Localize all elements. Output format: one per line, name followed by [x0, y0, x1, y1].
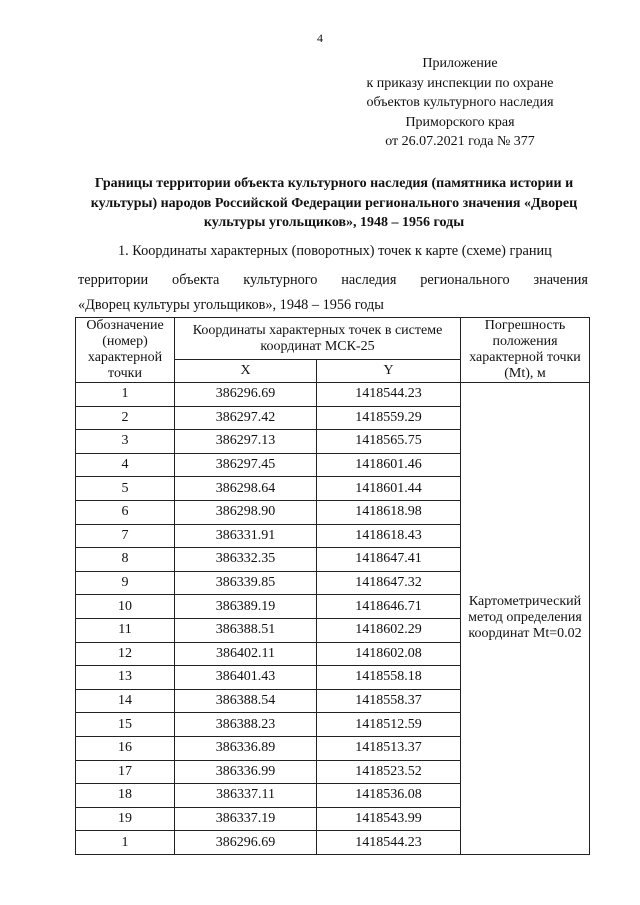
- point-number-cell: 4: [76, 453, 175, 477]
- point-number-cell: 14: [76, 689, 175, 713]
- point-number-cell: 19: [76, 807, 175, 831]
- x-coordinate-cell: 386296.69: [175, 831, 317, 855]
- x-coordinate-cell: 386337.19: [175, 807, 317, 831]
- y-coordinate-cell: 1418647.41: [317, 548, 461, 572]
- point-number-cell: 6: [76, 500, 175, 524]
- intro-word: объекта: [172, 272, 220, 288]
- intro-word: культурного: [243, 272, 318, 288]
- x-coordinate-cell: 386401.43: [175, 666, 317, 690]
- point-number-cell: 8: [76, 548, 175, 572]
- intro-line: «Дворец культуры угольщиков», 1948 – 1956 годы: [78, 297, 384, 313]
- x-coordinate-cell: 386336.99: [175, 760, 317, 784]
- coordinates-table: [75, 317, 590, 855]
- header-y: Y: [317, 360, 461, 383]
- header-coordinates: Координаты характерных точек в системе координат МСК-25: [175, 318, 461, 360]
- y-coordinate-cell: 1418618.43: [317, 524, 461, 548]
- x-coordinate-cell: 386336.89: [175, 736, 317, 760]
- y-coordinate-cell: 1418559.29: [317, 406, 461, 430]
- point-number-cell: 2: [76, 406, 175, 430]
- point-number-cell: 1: [76, 383, 175, 407]
- point-number-cell: 10: [76, 595, 175, 619]
- x-coordinate-cell: 386388.51: [175, 618, 317, 642]
- header-point-number: Обозначение (номер) характерной точки: [76, 318, 175, 383]
- point-number-cell: 9: [76, 571, 175, 595]
- document-title: Границы территории объекта культурного наследия (памятника истории и культуры) народов Российской Федерации регионального значения «Дворец культуры угольщиков», 1948 – 1956 годы: [90, 176, 578, 230]
- x-coordinate-cell: 386296.69: [175, 383, 317, 407]
- y-coordinate-cell: 1418618.98: [317, 500, 461, 524]
- method-cell: Картометрический метод определения координат Mt=0.02: [461, 383, 590, 855]
- page-number: 4: [317, 31, 323, 45]
- point-number-cell: 5: [76, 477, 175, 501]
- x-coordinate-cell: 386388.54: [175, 689, 317, 713]
- point-number-cell: 16: [76, 736, 175, 760]
- appendix-line: к приказу инспекции по охране: [366, 75, 554, 91]
- point-number-cell: 1: [76, 831, 175, 855]
- y-coordinate-cell: 1418543.99: [317, 807, 461, 831]
- appendix-line: Приложение: [422, 56, 498, 71]
- appendix-line: объектов культурного наследия: [366, 95, 554, 110]
- y-coordinate-cell: 1418523.52: [317, 760, 461, 784]
- x-coordinate-cell: 386389.19: [175, 595, 317, 619]
- y-coordinate-cell: 1418601.46: [317, 453, 461, 477]
- x-coordinate-cell: 386331.91: [175, 524, 317, 548]
- y-coordinate-cell: 1418647.32: [317, 571, 461, 595]
- y-coordinate-cell: 1418544.23: [317, 383, 461, 407]
- point-number-cell: 18: [76, 784, 175, 808]
- intro-line-justified: [78, 272, 588, 289]
- y-coordinate-cell: 1418565.75: [317, 430, 461, 454]
- x-coordinate-cell: 386297.45: [175, 453, 317, 477]
- y-coordinate-cell: 1418602.29: [317, 618, 461, 642]
- x-coordinate-cell: 386388.23: [175, 713, 317, 737]
- intro-line: 1. Координаты характерных (поворотных) точек к карте (схеме) границ: [118, 243, 552, 259]
- appendix-line: от 26.07.2021 года № 377: [385, 134, 535, 149]
- x-coordinate-cell: 386402.11: [175, 642, 317, 666]
- intro-word: наследия: [341, 272, 397, 288]
- y-coordinate-cell: 1418558.18: [317, 666, 461, 690]
- point-number-cell: 12: [76, 642, 175, 666]
- x-coordinate-cell: 386297.13: [175, 430, 317, 454]
- y-coordinate-cell: 1418558.37: [317, 689, 461, 713]
- y-coordinate-cell: 1418602.08: [317, 642, 461, 666]
- intro-word: значения: [533, 272, 588, 288]
- point-number-cell: 13: [76, 666, 175, 690]
- appendix-line: Приморского края: [405, 114, 515, 130]
- y-coordinate-cell: 1418536.08: [317, 784, 461, 808]
- y-coordinate-cell: 1418601.44: [317, 477, 461, 501]
- y-coordinate-cell: 1418512.59: [317, 713, 461, 737]
- point-number-cell: 11: [76, 618, 175, 642]
- x-coordinate-cell: 386297.42: [175, 406, 317, 430]
- point-number-cell: 15: [76, 713, 175, 737]
- y-coordinate-cell: 1418513.37: [317, 736, 461, 760]
- x-coordinate-cell: 386298.64: [175, 477, 317, 501]
- y-coordinate-cell: 1418544.23: [317, 831, 461, 855]
- point-number-cell: 17: [76, 760, 175, 784]
- point-number-cell: 3: [76, 430, 175, 454]
- table-row: [76, 383, 590, 407]
- x-coordinate-cell: 386337.11: [175, 784, 317, 808]
- x-coordinate-cell: 386332.35: [175, 548, 317, 572]
- appendix-block: [340, 54, 580, 152]
- header-x: X: [175, 360, 317, 383]
- x-coordinate-cell: 386339.85: [175, 571, 317, 595]
- point-number-cell: 7: [76, 524, 175, 548]
- intro-word: регионального: [420, 272, 510, 288]
- header-error: Погрешность положения характерной точки (Mt), м: [461, 318, 590, 383]
- x-coordinate-cell: 386298.90: [175, 500, 317, 524]
- y-coordinate-cell: 1418646.71: [317, 595, 461, 619]
- intro-word: территории: [78, 272, 149, 288]
